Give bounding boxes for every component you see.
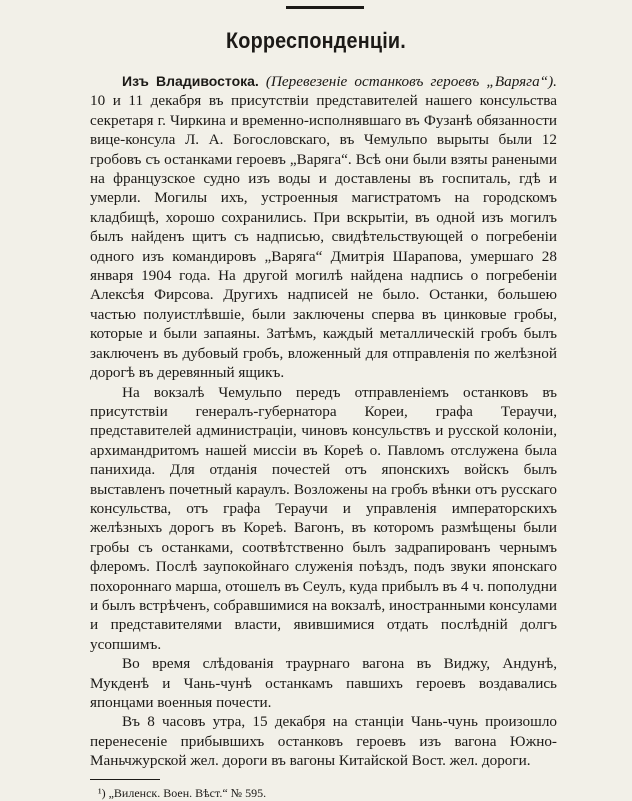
paragraph-4: Въ 8 часовъ утра, 15 декабря на станціи Чань-чунь произошло перенесеніе прибывшихъ останковъ героевъ изъ вагона Южно-Маньчжурской жел. дороги въ вагоны Китайской Вост. жел. дороги.	[90, 713, 557, 770]
top-rule	[286, 6, 364, 9]
paragraph-2: На вокзалѣ Чемульпо передъ отправленіемъ останковъ въ присутствіи генералъ-губернатора Кореи, графа Тераучи, представителей администраціи, чиновъ консульствъ и русской колоніи, архимандритомъ нашей миссіи въ Кореѣ о. Павломъ отслужена была панихида. Для отданія почестей отъ японскихъ войскъ былъ выставленъ почетный караулъ. Возложены на гробъ вѣнки отъ русскаго консульства, отъ графа Тераучи и управленія императорскихъ желѣзныхъ дорогъ въ Кореѣ. Вагонъ, въ которомъ размѣщены были гробы съ останками, соотвѣтственно былъ задрапированъ чернымъ флеромъ. Послѣ заупокойнаго служенія поѣздъ, подъ звуки японскаго похороннаго марша, отошелъ въ Сеулъ, куда прибылъ въ 4 ч. пополудни и былъ встрѣченъ, собравшимися на вокзалѣ, иностранными консулами и представителями власти, явившимися отдать послѣдній долгъ усопшимъ.	[90, 383, 557, 653]
article-subject: (Перевезеніе останковъ героевъ „Варяга“).	[265, 73, 557, 90]
footnote-rule	[90, 779, 160, 780]
page-title: Корреспонденціи.	[226, 28, 406, 53]
paragraph-1-text: 10 и 11 декабря въ присутствіи представителей нашего консульства секретаря г. Чиркина и временно-исполнявшаго въ Фузанѣ обязанности вице-консула Л. А. Богословскаго, въ Чемульпо вырыты были 12 гробовъ съ останками героевъ „Варяга“. Всѣ они были взяты ранеными на французское судно изъ воды и доставлены въ госпиталь, гдѣ и умерли. Могилы ихъ, устроенныя магистратомъ на городскомъ кладбищѣ, хорошо сохранились. При вскрытіи, въ одной изъ могилъ былъ найденъ щитъ съ надписью, свидѣтельствующей о погребеніи одного изъ командировъ „Варяга“ Дмитрія Шарапова, умершаго 28 января 1904 года. На другой могилѣ найдена надпись о погребеніи Алексѣя Фирсова. Другихъ надписей не было. Останки, большею частью полуистлѣвшіе, были заключены сперва въ цинковые гробы, которые и были запаяны. Затѣмъ, каждый металлическій гробъ былъ заключенъ въ дубовый гробъ, вложенный для отправленія по желѣзной дорогѣ въ деревянный ящикъ.	[90, 92, 557, 382]
footnote: ¹) „Виленск. Воен. Вѣст.“ № 595.	[98, 785, 267, 800]
place-heading: Изъ Владивостока.	[122, 73, 259, 89]
paragraph-3: Во время слѣдованія траурнаго вагона въ Виджу, Андунѣ, Мукденѣ и Чань-чунѣ останкамъ павшихъ героевъ воздавались японцами военныя почести.	[90, 655, 557, 711]
article-body	[90, 72, 557, 801]
paragraph-1	[90, 72, 557, 383]
